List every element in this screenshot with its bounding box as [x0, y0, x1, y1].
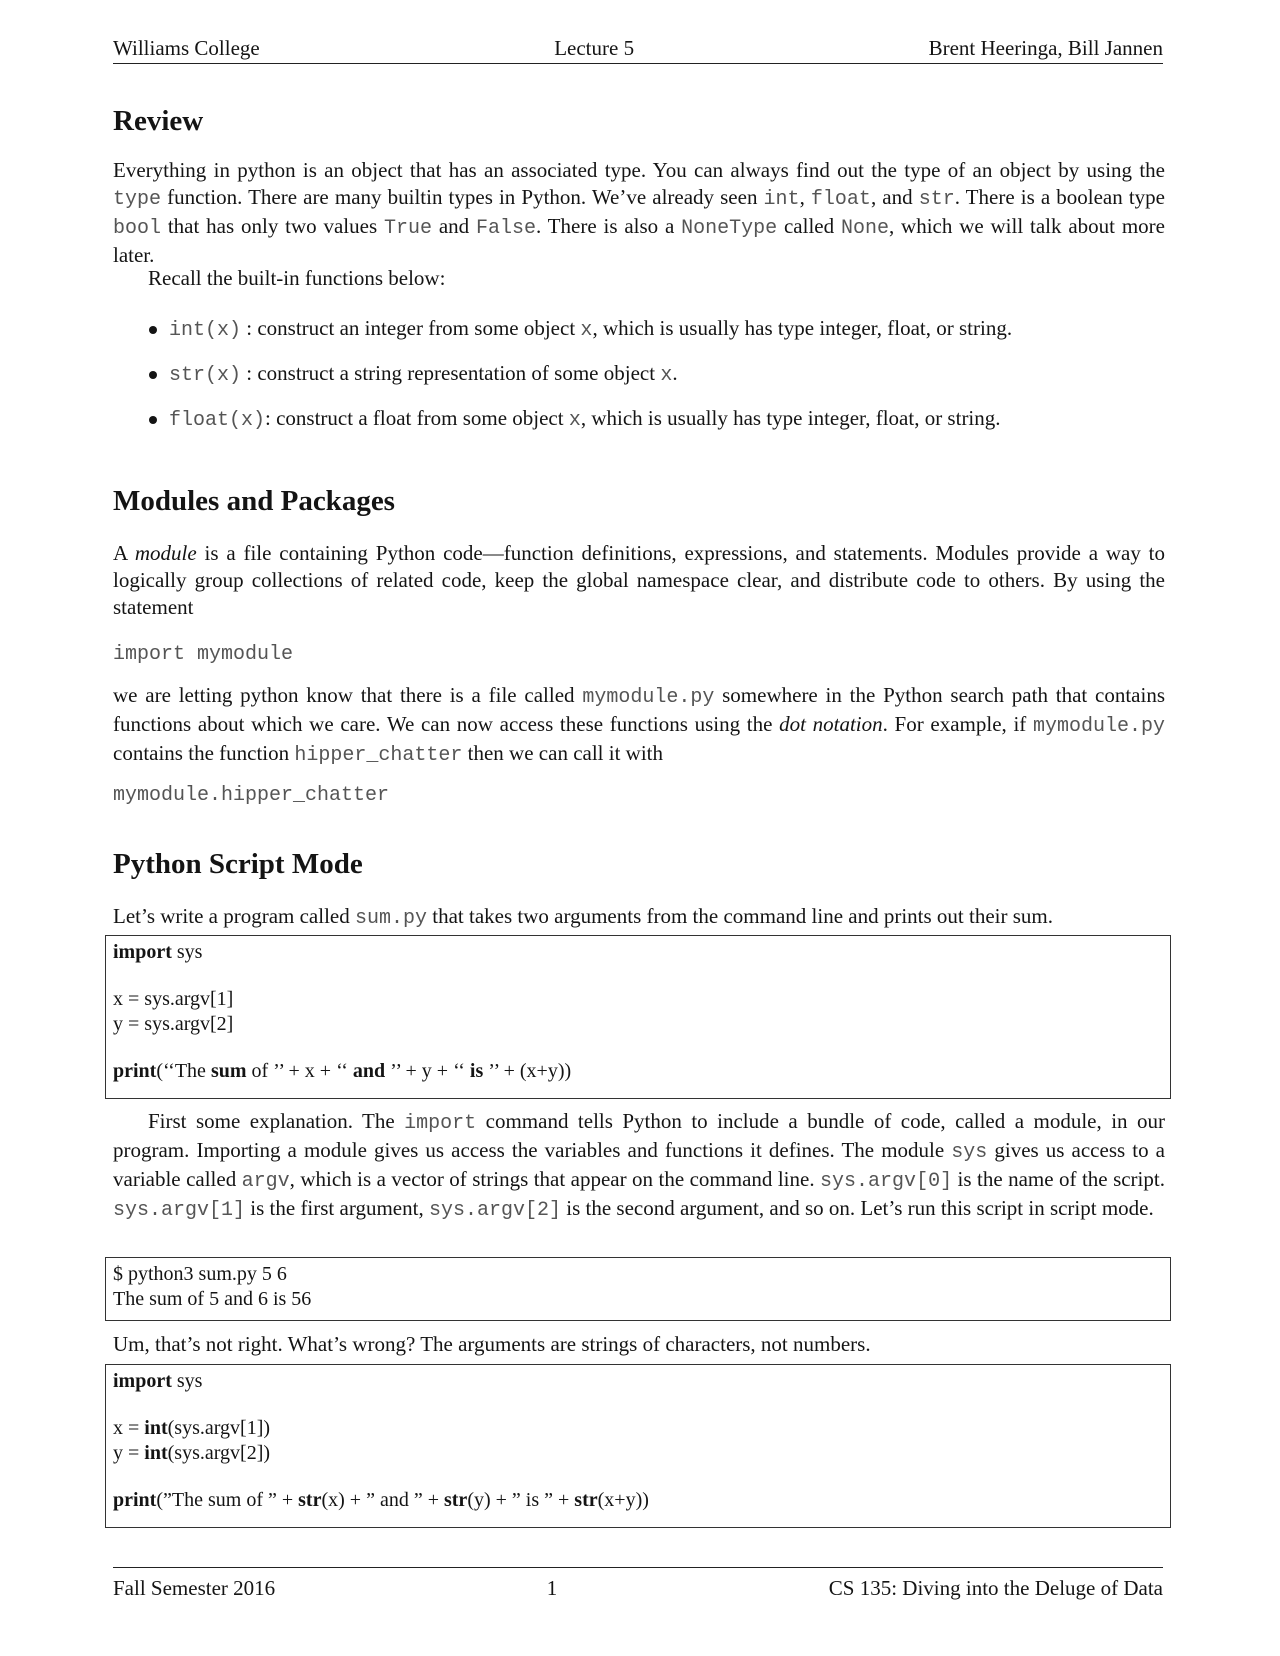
- review-heading: Review: [113, 105, 204, 137]
- header-lecture: Lecture 5: [554, 36, 635, 60]
- script-intro: Let’s write a program called sum.py that takes two arguments from the command line and prints out their sum.: [113, 904, 1053, 930]
- review-paragraph: Everything in python is an object that has an associated type. You can always find out the type of an object by using the type function. There are many builtin types in Python. We’ve already seen int, float, and str. There is a boolean type bool that has only two values True and False. There is also a NoneType called None, which we will talk about more later.: [113, 158, 1165, 267]
- code-line: y = sys.argv[2]: [113, 1013, 234, 1035]
- page-number: 1: [546, 1576, 558, 1600]
- list-item: int(x) : construct an integer from some object x, which is usually has type integer, float, or string.: [143, 315, 1163, 360]
- explanation-paragraph: First some explanation. The import command tells Python to include a bundle of code, called a module, in our program. Importing a module gives us access the variables and functions it defines. The module sys gives us access to a variable called argv, which is a vector of strings that appear on the command line. sys.argv[0] is the name of the script. sys.argv[1] is the first argument, sys.argv[2] is the second argument, and so on. Let’s run this script in script mode.: [113, 1109, 1165, 1222]
- terminal-output: The sum of 5 and 6 is 56: [113, 1288, 312, 1310]
- terminal-command: $ python3 sum.py 5 6: [113, 1263, 287, 1285]
- bullet-icon: [149, 371, 157, 379]
- bullet-icon: [149, 416, 157, 424]
- code-line: y = int(sys.argv[2]): [113, 1442, 271, 1464]
- header-institution: Williams College: [113, 36, 260, 60]
- script-heading: Python Script Mode: [113, 848, 363, 880]
- page-header: [113, 36, 1163, 64]
- code-line: print(”The sum of ” + str(x) + ” and ” + str(y) + ” is ” + str(x+y)): [113, 1489, 649, 1511]
- header-authors: Brent Heeringa, Bill Jannen: [928, 36, 1163, 60]
- dot-notation-example: mymodule.hipper_chatter: [113, 784, 390, 807]
- modules-paragraph: A module is a file containing Python code—function definitions, expressions, and statements. Modules provide a way to logically group collections of related code, keep the global namespace clear, and distribute code to others. By using the statement: [113, 541, 1165, 619]
- modules-heading: Modules and Packages: [113, 485, 395, 517]
- list-item: str(x) : construct a string representation of some object x.: [143, 360, 1163, 405]
- modules-paragraph-2: we are letting python know that there is a file called mymodule.py somewhere in the Python search path that contains functions about which we care. We can now access these functions using the dot notation. For example, if mymodule.py contains the function hipper_chatter then we can call it with: [113, 683, 1166, 767]
- code-line: x = int(sys.argv[1]): [113, 1417, 271, 1439]
- code-line: x = sys.argv[1]: [113, 988, 234, 1010]
- page-footer: [113, 1567, 1163, 1600]
- bullet-icon: [149, 326, 157, 334]
- code-line: print(‘‘The sum of ’’ + x + ‘‘ and ’’ + y + ‘‘ is ’’ + (x+y)): [113, 1060, 572, 1082]
- recall-text: Recall the built-in functions below:: [148, 266, 446, 290]
- import-statement: import mymodule: [113, 643, 294, 666]
- code-line: import sys: [113, 941, 203, 963]
- footer-course: CS 135: Diving into the Deluge of Data: [828, 1576, 1163, 1600]
- terminal-output-block: [105, 1257, 1171, 1321]
- problem-paragraph: Um, that’s not right. What’s wrong? The arguments are strings of characters, not numbers.: [113, 1332, 871, 1356]
- list-item: float(x): construct a float from some object x, which is usually has type integer, float, or string.: [143, 405, 1163, 450]
- code-line: import sys: [113, 1370, 203, 1392]
- code-block-sum-v1: [105, 935, 1171, 1099]
- code-block-sum-v2: [105, 1364, 1171, 1528]
- builtin-functions-list: [143, 315, 1163, 450]
- footer-semester: Fall Semester 2016: [113, 1576, 276, 1600]
